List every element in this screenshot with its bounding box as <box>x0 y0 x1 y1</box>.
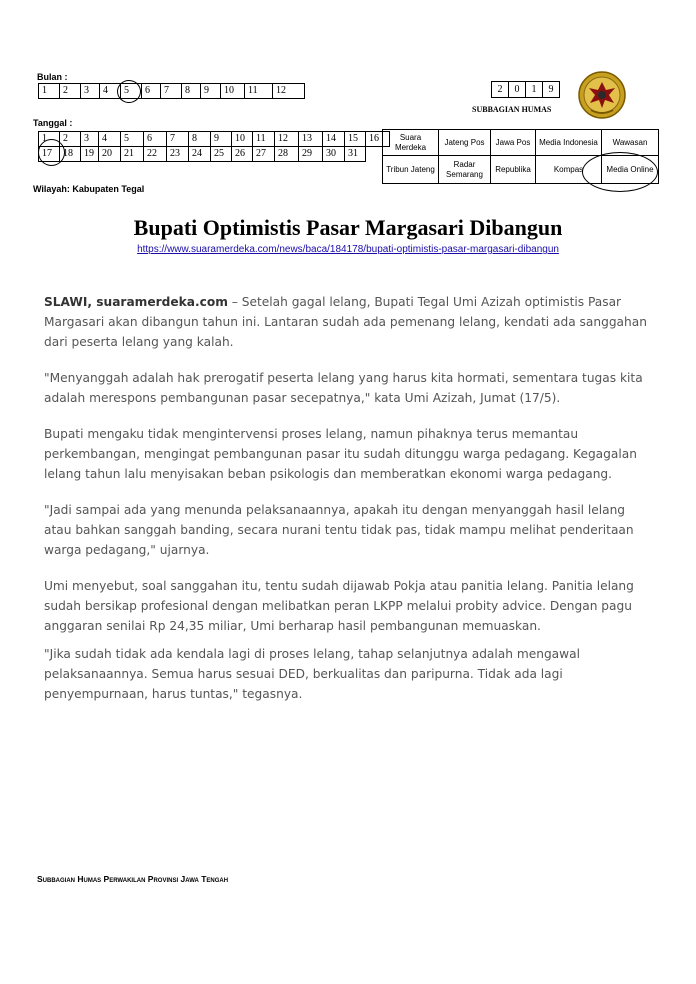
selected-day-circle <box>38 139 65 166</box>
month-cell: 4 <box>100 84 121 99</box>
month-cell: 11 <box>245 84 273 99</box>
month-cell: 5 <box>121 84 142 99</box>
year-box <box>491 81 560 98</box>
article-paragraph-text: – Setelah gagal lelang, Bupati Tegal Umi Azizah optimistis Pasar Margasari akan dibangun tahun ini. Lantaran sudah ada pemenang lelang, kendati ada sanggahan dari peserta lelang yang kalah. <box>44 295 647 349</box>
day-cell: 14 <box>323 132 345 147</box>
day-cell: 18 <box>60 147 81 162</box>
article-title: Bupati Optimistis Pasar Margasari Dibangun <box>133 215 563 240</box>
region-label: Wilayah: Kabupaten Tegal <box>33 184 145 194</box>
media-cell: Media Online <box>602 156 659 184</box>
day-cell: 15 <box>345 132 366 147</box>
year-digit: 0 <box>509 82 526 98</box>
month-cell: 8 <box>182 84 201 99</box>
article-paragraph: "Jadi sampai ada yang menunda pelaksanaannya, apakah itu dengan menyanggah hasil lelang atau bahkan sanggah banding, secara nurani tentu tidak pas, tidak mampu melihat penderitaan warga pedagang," ujarnya. <box>44 503 634 557</box>
year-digit: 1 <box>526 82 543 98</box>
day-cell: 12 <box>275 132 299 147</box>
month-cell: 6 <box>142 84 161 99</box>
month-cell: 1 <box>39 84 60 99</box>
day-cell: 30 <box>323 147 345 162</box>
article-lead: SLAWI, suaramerdeka.com <box>44 295 228 309</box>
date-grid <box>38 131 390 162</box>
day-cell: 19 <box>81 147 99 162</box>
media-cell: Kompas <box>536 156 602 184</box>
bulan-label: Bulan : <box>37 72 68 82</box>
day-cell: 26 <box>232 147 253 162</box>
article-body <box>44 292 656 720</box>
department-label: SUBBAGIAN HUMAS <box>472 105 552 114</box>
day-cell: 5 <box>121 132 144 147</box>
article-paragraph: "Jika sudah tidak ada kendala lagi di proses lelang, tahap selanjutnya adalah mengawal pelaksanaannya. Semua harus sesuai DED, berkualitas dan paripurna. Tidak ada lagi penyempurnaan, harus tuntas," tegasnya. <box>44 647 580 701</box>
day-cell: 7 <box>167 132 189 147</box>
day-cell: 29 <box>299 147 323 162</box>
footer-text: Subbagian Humas Perwakilan Provinsi Jawa Tengah <box>37 874 229 884</box>
day-cell: 10 <box>232 132 253 147</box>
selected-media-circle <box>582 152 658 192</box>
day-cell: 4 <box>99 132 121 147</box>
month-cell: 9 <box>201 84 221 99</box>
day-cell: 13 <box>299 132 323 147</box>
day-cell: 28 <box>275 147 299 162</box>
month-cell: 12 <box>273 84 305 99</box>
day-cell: 27 <box>253 147 275 162</box>
year-digit: 9 <box>543 82 560 98</box>
media-cell: Jawa Pos <box>491 130 536 156</box>
day-cell: 24 <box>189 147 211 162</box>
media-cell: Jateng Pos <box>439 130 491 156</box>
garuda-emblem-icon <box>577 70 627 120</box>
day-cell: 21 <box>121 147 144 162</box>
day-cell: 22 <box>144 147 167 162</box>
month-cell: 3 <box>81 84 100 99</box>
media-cell: Radar Semarang <box>439 156 491 184</box>
article-paragraph <box>44 292 656 352</box>
tanggal-label: Tanggal : <box>33 118 73 128</box>
month-cell: 7 <box>161 84 182 99</box>
month-cell: 10 <box>221 84 245 99</box>
day-cell: 1 <box>39 132 60 147</box>
article-paragraph: Umi menyebut, soal sanggahan itu, tentu sudah dijawab Pokja atau panitia lelang. Panitia lelang sudah bersikap profesional dengan melibatkan peran LKPP melalui probity advice. Dengan pagu anggaran senilai Rp 24,35 miliar, Umi berharap hasil pembangunan memuaskan. <box>44 579 634 633</box>
month-cell: 2 <box>60 84 81 99</box>
day-cell: 25 <box>211 147 232 162</box>
day-cell: 23 <box>167 147 189 162</box>
article-paragraph: Bupati mengaku tidak mengintervensi proses lelang, namun pihaknya terus memantau perkembangan, mengingat pembangunan pasar itu sudah ditunggu warga pedagang. Kegagalan lelang tahun lalu menyisakan beban psikologis dan memberatkan ekonomi warga pedagang. <box>44 427 637 481</box>
day-cell: 3 <box>81 132 99 147</box>
day-cell: 16 <box>366 132 390 147</box>
media-cell: Tribun Jateng <box>383 156 439 184</box>
selected-month-circle <box>117 80 141 103</box>
day-cell: 17 <box>39 147 60 162</box>
media-cell: Wawasan <box>602 130 659 156</box>
article-url-link[interactable]: https://www.suaramerdeka.com/news/baca/184178/bupati-optimistis-pasar-margasari-dibangun <box>137 244 559 255</box>
media-cell: Suara Merdeka <box>383 130 439 156</box>
day-cell: 8 <box>189 132 211 147</box>
day-cell: 9 <box>211 132 232 147</box>
article-paragraph: "Menyanggah adalah hak prerogatif peserta lelang yang harus kita hormati, sementara tugas kita adalah merespons pembangunan pasar secepatnya," kata Umi Azizah, Jumat (17/5). <box>44 371 643 405</box>
day-cell: 20 <box>99 147 121 162</box>
day-cell: 31 <box>345 147 366 162</box>
day-cell: 6 <box>144 132 167 147</box>
year-digit: 2 <box>492 82 509 98</box>
month-grid <box>38 83 305 99</box>
day-cell: 11 <box>253 132 275 147</box>
media-cell: Republika <box>491 156 536 184</box>
media-cell: Media Indonesia <box>536 130 602 156</box>
day-cell: 2 <box>60 132 81 147</box>
